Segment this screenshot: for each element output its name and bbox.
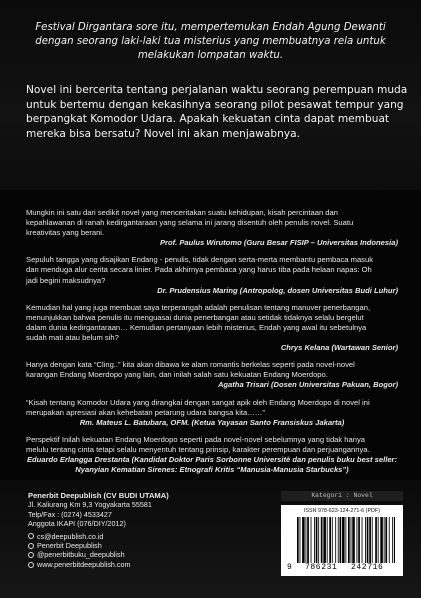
barcode-bar <box>394 517 395 563</box>
barcode-bar <box>329 517 331 563</box>
barcode-bar <box>348 517 350 563</box>
barcode-bar <box>352 517 355 563</box>
tagline <box>14 21 407 63</box>
barcode-bar <box>340 517 342 563</box>
barcode-bar <box>302 517 305 563</box>
review <box>26 255 398 295</box>
review-line: Hanya dengan kata “Cling..” kita akan dibawa ke alam romantis berkelas seperti pada novel-novel <box>26 360 355 370</box>
facebook-icon <box>28 543 34 549</box>
review-line: Kemudian hal yang juga membuat saya terperangah adalah penulisan tentang manuver penerbangan, <box>26 302 371 312</box>
barcode-bar <box>335 517 336 563</box>
review-line: merupakan apresiasi akan kehebatan petarung udara bangsa kita……” <box>26 407 265 417</box>
barcode-digits <box>281 563 403 575</box>
barcode-bar <box>369 517 371 563</box>
review-author: Rm. Mateus L. Batubara, OFM. (Ketua Yayasan Santo Fransiskus Jakarta) <box>79 417 345 427</box>
barcode-bar <box>385 517 387 563</box>
barcode-bar <box>297 517 299 563</box>
barcode-bar <box>323 517 326 563</box>
barcode-bar <box>318 517 319 563</box>
isbn-text: ISSN 978-623-124-271-6 (PDF) <box>303 508 381 514</box>
barcode-bar <box>365 517 366 563</box>
review-line: Mungkin ini satu dari sedikit novel yang menceritakan suatu kehidupan, kisah percintaan dan <box>26 208 338 217</box>
barcode-bar <box>351 517 352 563</box>
synopsis-line: berpangkat Komodor Udara. Apakah kekuatan cinta dapat membuat <box>26 113 390 126</box>
barcode-bar <box>306 517 307 563</box>
review-line: “Kisah tentang Komodor Udara yang dirangkai dengan sangat apik oleh Endang Moerdopo di novel ini <box>26 397 370 407</box>
barcode-bars <box>297 517 395 563</box>
barcode <box>281 505 403 576</box>
barcode-bar <box>307 517 309 563</box>
review <box>26 435 398 475</box>
tagline-line: melakukan lompatan waktu. <box>137 50 284 61</box>
barcode-lead-digit: 9 <box>287 563 292 572</box>
reviews-section <box>26 208 398 482</box>
barcode-bar <box>327 517 328 563</box>
barcode-bar <box>316 517 318 563</box>
barcode-bar <box>357 517 358 563</box>
contact-instagram[interactable] <box>28 550 248 559</box>
barcode-bar <box>372 517 373 563</box>
barcode-left-digits: 786231 <box>305 563 338 572</box>
email-icon <box>28 533 34 539</box>
review-line: menunjukkan bahwa penulis itu menguasai dunia penerbangan atau setidak tidaknya selalu bergelut <box>26 312 364 322</box>
publisher-phone: Telp/Fax : (0274) 4533427 <box>28 509 112 519</box>
contact-text: cs@deepublish.co.id <box>37 531 104 541</box>
synopsis-line: untuk bertemu dengan kekasihnya seorang pilot pesawat tempur yang <box>26 98 404 111</box>
tagline-line: Festival Dirgantara sore itu, mempertemukan Endah Agung Dewanti <box>35 22 386 33</box>
review-line: Perspektif Inilah kekuatan Endang Moerdopo seperti pada novel-novel sebelumnya yang tidak hanya <box>26 434 365 444</box>
review-line: dalam dunia kedirgantaraan… Kemudian pertanyaan lebih misterius, Endah yang awal itu sebetulnya <box>26 322 367 332</box>
publisher-address: Jl. Kaliurang Km 9,3 Yogyakarta 55581 <box>28 500 152 510</box>
barcode-bar <box>342 517 345 563</box>
review-line: karangan Endang Moerdopo yang lain, dan inilah salah satu kekuatan Endang Moerdopo. <box>26 370 328 380</box>
review <box>26 360 398 390</box>
review <box>26 303 398 353</box>
review-author: Nyanyian Kematian Sirenes: Etnografi Kritis “Manusia-Manusia Starbucks”) <box>75 465 349 475</box>
barcode-bar <box>358 517 360 563</box>
review-line: melulu tentang cinta tetapi selalu menyentuh tentang prinsip, karakter perempuan dan perjuangannya. <box>26 444 370 454</box>
barcode-bar <box>311 517 312 563</box>
review-author: Chrys Kelana (Wartawan Senior) <box>280 343 398 353</box>
instagram-icon <box>28 552 34 558</box>
publisher-ikapi: Anggota IKAPI (076/DIY/2012) <box>28 519 126 529</box>
publisher-contacts <box>28 532 248 570</box>
review-author: Dr. Prudensius Maring (Antropolog, dosen Universitas Budi Luhur) <box>157 285 398 295</box>
globe-icon <box>28 562 34 568</box>
barcode-bar <box>384 517 385 563</box>
review-line: Sepuluh tangga yang disajikan Endang - penulis, tidak dengan serta-merta membantu pembaca masuk <box>26 255 373 265</box>
tagline-line: dengan seorang laki-laki tua misterius yang membuatnya rela untuk <box>35 36 386 47</box>
barcode-right-digits: 242716 <box>351 563 384 572</box>
contact-website[interactable] <box>28 560 248 569</box>
barcode-bar <box>380 517 383 563</box>
synopsis <box>26 83 408 141</box>
review-line: jadi begini maksudnya? <box>26 275 106 285</box>
barcode-bar <box>345 517 346 563</box>
synopsis-line: mereka bisa bersatu? Novel ini akan menjawabnya. <box>26 127 300 140</box>
review <box>26 208 398 248</box>
barcode-bar <box>300 517 301 563</box>
review-author: Agatha Trisari (Dosen Universitas Pakuan, Bogor) <box>217 380 398 390</box>
barcode-bar <box>314 517 315 563</box>
barcode-bar <box>362 517 363 563</box>
contact-text: www.penerbitdeepublish.com <box>37 559 131 569</box>
barcode-bar <box>375 517 377 563</box>
publisher-name: Penerbit Deepublish (CV BUDI UTAMA) <box>28 491 169 500</box>
review-author: Prof. Paulus Wirutomo (Guru Besar FISIP – Universitas Indonesia) <box>159 238 398 248</box>
barcode-bar <box>332 517 333 563</box>
review <box>26 398 398 428</box>
category-label: Kategori : Novel <box>281 491 403 501</box>
contact-email[interactable] <box>28 532 248 541</box>
review-line: kepahlawanan di ranah kedirgantaraan yang selama ini jarang disentuh oleh penulis novel. Suatu <box>26 218 354 228</box>
synopsis-line: Novel ini bercerita tentang perjalanan waktu seorang perempuan muda <box>26 84 408 96</box>
review-line: kreativitas yang berani. <box>26 228 105 238</box>
barcode-bar <box>321 517 323 563</box>
barcode-bar <box>389 517 390 563</box>
barcode-bar <box>338 517 339 563</box>
review-line: sudah mati atau belum sih? <box>26 333 119 343</box>
review-author: Eduardo Erlangga Drestanta (Kandidat Doktor Paris Sorbonne Universitè dan penulis buku best seller: <box>26 454 398 464</box>
barcode-bar <box>367 517 369 563</box>
contact-facebook[interactable] <box>28 541 248 550</box>
contact-text: @penerbitbuku_deepublish <box>37 550 125 560</box>
publisher-info <box>28 491 248 569</box>
barcode-bar <box>378 517 379 563</box>
contact-text: Penerbit Deepublish <box>37 541 102 551</box>
review-line: dan menduga alur cerita secara linier. Pada akhirnya pembaca yang harus tiba pada helaan napas: Oh <box>26 265 372 275</box>
barcode-bar <box>392 517 393 563</box>
